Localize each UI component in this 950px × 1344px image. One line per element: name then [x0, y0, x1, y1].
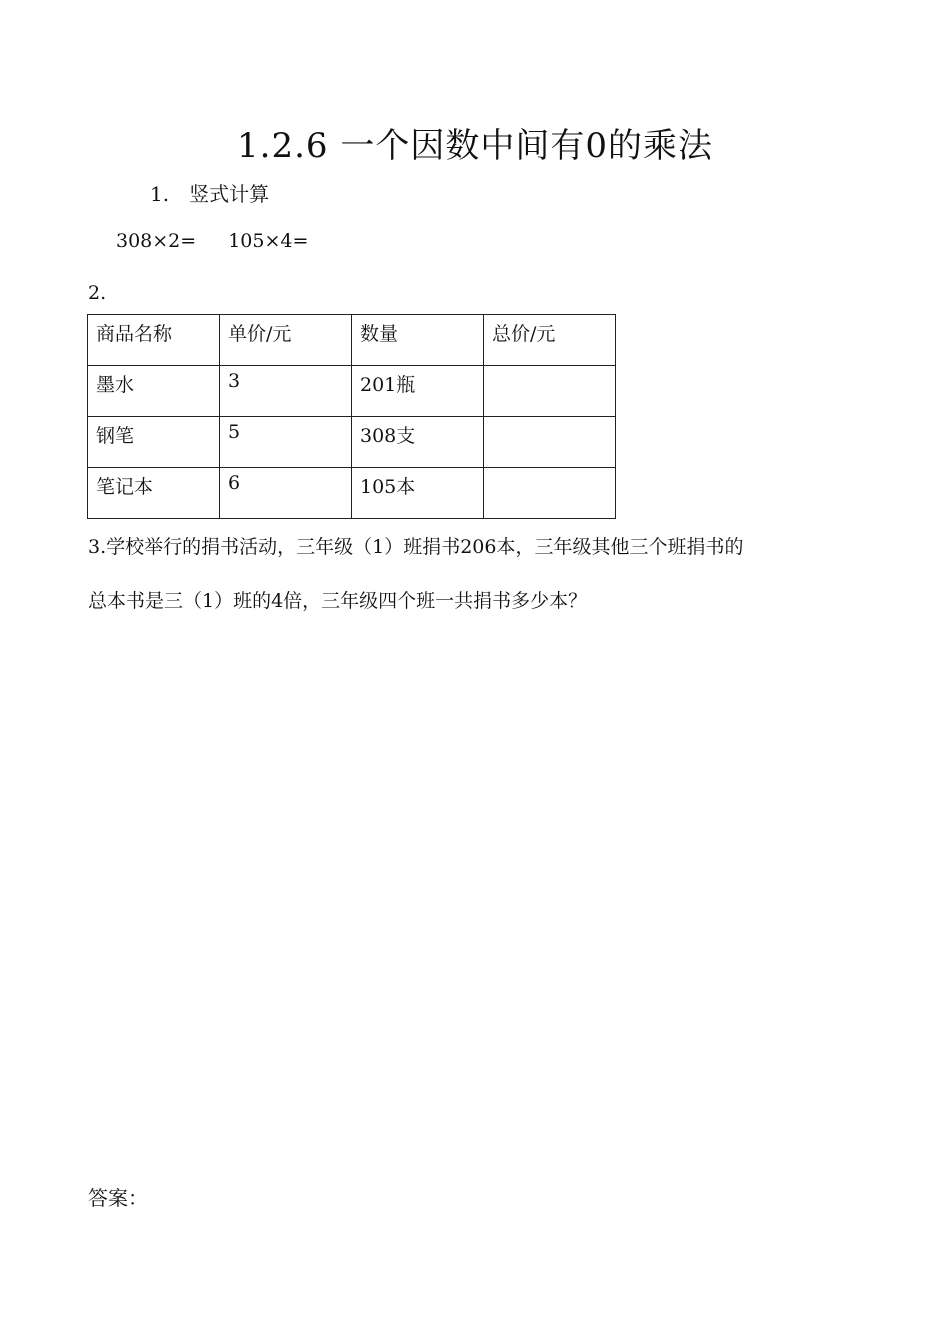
- table-cell: 墨水: [88, 366, 220, 417]
- question-3-line-1: 3.学校举行的捐书活动，三年级（1）班捐书206本，三年级其他三个班捐书的: [88, 536, 744, 558]
- table-cell: 5: [220, 417, 352, 468]
- goods-table: [87, 314, 616, 519]
- question-1-number: 1.: [150, 182, 170, 206]
- page-title: 1.2.6 一个因数中间有0的乘法: [237, 126, 713, 166]
- header-cell-quantity: 数量: [352, 315, 484, 366]
- question-2-number: 2.: [88, 282, 107, 304]
- header-cell-total-price: 总价/元: [484, 315, 616, 366]
- question-1-expressions: [116, 230, 308, 252]
- table-row: [88, 468, 616, 519]
- table-header-row: [88, 315, 616, 366]
- table-cell-blank: [484, 468, 616, 519]
- table-cell: 笔记本: [88, 468, 220, 519]
- table-cell: 6: [220, 468, 352, 519]
- expression-1: 308×2=: [116, 230, 197, 252]
- table-row: [88, 417, 616, 468]
- table-cell: 105本: [352, 468, 484, 519]
- header-cell-name: 商品名称: [88, 315, 220, 366]
- question-3-line-2: 总本书是三（1）班的4倍，三年级四个班一共捐书多少本？: [88, 590, 588, 612]
- expression-2: 105×4=: [228, 230, 309, 252]
- table-cell: 308支: [352, 417, 484, 468]
- question-1-heading: [150, 178, 269, 207]
- table-cell: 3: [220, 366, 352, 417]
- table-row: [88, 366, 616, 417]
- answer-label: 答案：: [88, 1186, 148, 1210]
- table-cell: 201瓶: [352, 366, 484, 417]
- table-cell: 钢笔: [88, 417, 220, 468]
- header-cell-unit-price: 单价/元: [220, 315, 352, 366]
- question-1-label: 竖式计算: [189, 182, 270, 206]
- table-cell-blank: [484, 366, 616, 417]
- table-cell-blank: [484, 417, 616, 468]
- question-3: [88, 532, 878, 640]
